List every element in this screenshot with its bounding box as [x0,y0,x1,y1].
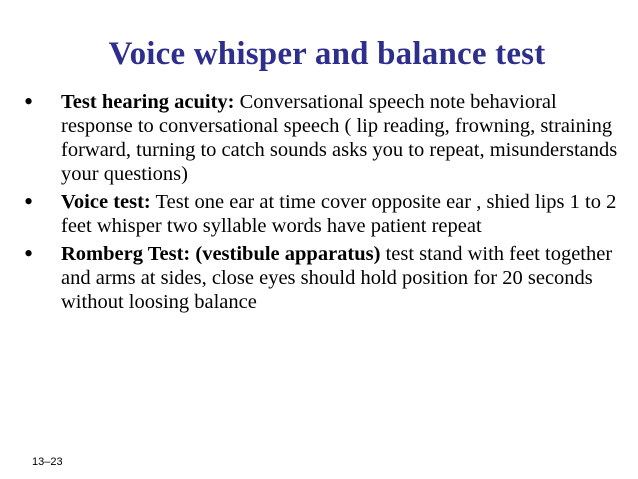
bullet-icon: • [24,87,34,116]
bullet-icon: • [24,187,34,216]
bullet-text: Test one ear at time cover opposite ear , shied lips 1 to 2 feet whisper two syllable words have patient repeat [61,191,617,237]
slide-title: Voice whisper and balance test [108,36,546,72]
bullet-item-voice-test [22,187,622,238]
bullet-item-hearing-acuity [22,87,622,186]
bullet-list [22,87,622,318]
bullet-lead: Test hearing acuity: [61,91,235,113]
slide-number: 13–23 [32,456,63,468]
bullet-icon: • [24,239,34,268]
bullet-text: test stand with feet together and arms at sides, close eyes should hold position for 20 seconds without loosing balance [61,243,613,313]
bullet-lead: Romberg Test: (vestibule apparatus) [61,243,381,265]
bullet-lead: Voice test: [61,191,151,213]
bullet-item-romberg-test [22,239,622,314]
bullet-text: Conversational speech note behavioral response to conversational speech ( lip reading, frowning, straining forward, turning to catch sounds asks you to repeat, misunderstands your questions) [61,91,618,185]
